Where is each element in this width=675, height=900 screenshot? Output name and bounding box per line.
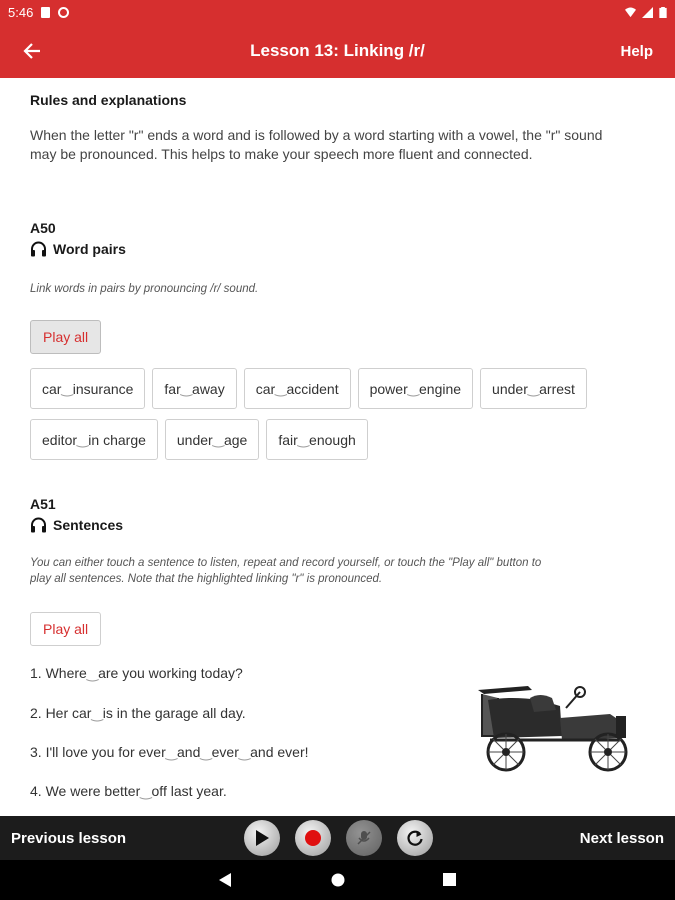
section-a50 <box>30 220 126 257</box>
back-arrow-icon <box>23 42 41 60</box>
a51-instruction-line: You can either touch a sentence to listen, repeat and record yourself, or touch the "Play all" button to <box>30 557 542 569</box>
app-bar <box>0 24 675 78</box>
headphones-icon <box>30 241 47 257</box>
word-pair-chip[interactable]: power ‿ engine <box>358 368 473 409</box>
replay-icon <box>406 829 424 847</box>
status-bar <box>0 0 675 24</box>
help-button[interactable]: Help <box>620 42 653 60</box>
nav-recents-icon[interactable] <box>443 873 456 886</box>
rules-heading: Rules and explanations <box>30 92 187 108</box>
replay-button[interactable] <box>397 820 433 856</box>
sentence-item[interactable]: 2. Her car‿is in the garage all day. <box>30 705 246 721</box>
a50-instruction: Link words in pairs by pronouncing /r/ sound. <box>30 283 259 295</box>
section-title-text: Sentences <box>53 517 124 533</box>
nav-home-icon[interactable] <box>331 873 345 887</box>
section-title-text: Word pairs <box>53 241 126 257</box>
word-pair-chip[interactable]: far ‿ away <box>152 368 236 409</box>
section-title <box>30 517 123 533</box>
word-pair-chip[interactable]: editor ‿ in charge <box>30 419 158 460</box>
sd-card-icon <box>41 7 50 18</box>
play-button[interactable] <box>244 820 280 856</box>
bottom-bar <box>0 816 675 860</box>
rules-text: When the letter "r" ends a word and is followed by a word starting with a vowel, the "r" sound may be pronounced. This helps to make your speech more fluent and connected. <box>30 127 603 162</box>
word-pair-chip[interactable]: under ‿ age <box>165 419 259 460</box>
word-pair-chip[interactable]: fair ‿ enough <box>266 419 367 460</box>
previous-lesson-button[interactable]: Previous lesson <box>11 829 127 847</box>
a51-instruction-line: play all sentences. Note that the highlighted linking "r" is pronounced. <box>30 573 383 585</box>
system-navigation-bar <box>0 860 675 900</box>
vintage-car-image <box>470 678 645 778</box>
status-time: 5:46 <box>8 4 34 20</box>
next-lesson-button[interactable]: Next lesson <box>579 829 664 847</box>
back-button[interactable] <box>0 24 64 78</box>
section-code: A50 <box>30 220 56 236</box>
record-button[interactable] <box>295 820 331 856</box>
section-code: A51 <box>30 496 56 512</box>
playback-recording-button[interactable] <box>346 820 382 856</box>
sentence-item[interactable]: 3. I'll love you for ever‿and‿ever‿and ever! <box>30 744 309 760</box>
word-pairs <box>30 368 645 460</box>
play-all-button[interactable]: Play all <box>30 612 101 646</box>
sync-icon <box>58 7 69 18</box>
play-all-button[interactable]: Play all <box>30 320 101 354</box>
sentence-item[interactable]: 1. Where‿are you working today? <box>30 665 243 681</box>
section-title <box>30 241 126 257</box>
signal-icon <box>642 7 653 18</box>
word-pair-chip[interactable]: car ‿ insurance <box>30 368 145 409</box>
section-a51 <box>30 496 123 533</box>
record-icon <box>304 829 322 847</box>
sentence-item[interactable]: 4. We were better‿off last year. <box>30 783 227 799</box>
play-icon <box>254 829 270 847</box>
battery-icon <box>659 7 667 18</box>
mic-off-icon <box>356 830 372 846</box>
lesson-content[interactable] <box>30 78 645 816</box>
word-pair-chip[interactable]: under ‿ arrest <box>480 368 587 409</box>
a51-instruction <box>30 555 541 587</box>
nav-back-icon[interactable] <box>218 872 232 888</box>
headphones-icon <box>30 517 47 533</box>
wifi-icon <box>625 7 636 18</box>
page-title: Lesson 13: Linking /r/ <box>250 41 425 60</box>
word-pair-chip[interactable]: car ‿ accident <box>244 368 351 409</box>
